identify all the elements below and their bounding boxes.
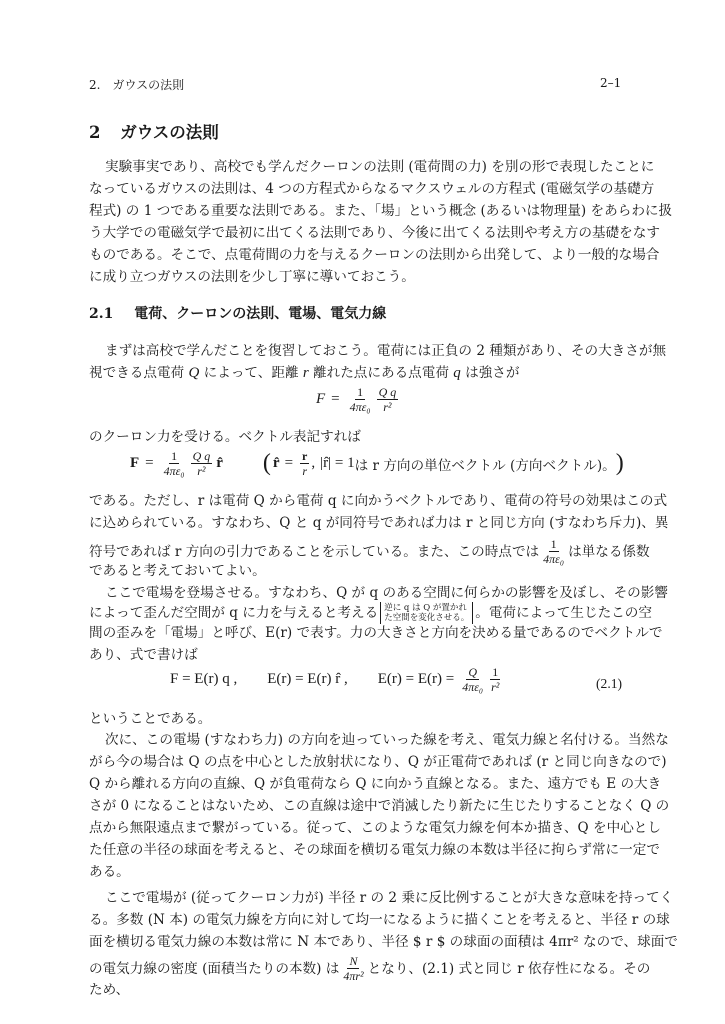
paragraph-line: ということである。: [89, 711, 212, 727]
paragraph-line: によって歪んだ空間が q に力を与えると考える 逆に q は Q が置かれ た空間を変化させる。 。電荷によって生じたこの空: [89, 603, 652, 623]
section-title: ガウスの法則: [120, 123, 219, 142]
subsection-number: 2.1: [89, 306, 114, 322]
equation-coulomb-scalar: F = $\frac{1}{\text{4πε₀}}$ $\frac{\text{Q q}}{\text{r²}}$: [316, 385, 397, 414]
paragraph-line: のクーロン力を受ける。ベクトル表記すれば: [89, 429, 361, 445]
paragraph-line: である。ただし、r は電荷 Q から電荷 q に向かうベクトルであり、電荷の符号の効果はこの式: [89, 493, 668, 509]
running-header-page-number: 2–1: [600, 76, 622, 90]
running-header-left: 2. ガウスの法則: [89, 78, 185, 92]
paragraph-line: がら今の場合は Q の点を中心とした放射状になり、Q が正電荷であれば (r と同じ向きなので): [89, 754, 667, 770]
paragraph-line: 点から無限遠点まで繋がっている。従って、このような電気力線を何本か描き、Q を中心とし: [89, 820, 661, 836]
paragraph-line: あり、式で書けば: [89, 647, 198, 663]
paragraph-line: 面を横切る電気力線の本数は常に N 本であり、半径 $ r $ の球面の面積は 4πr² なので、球面で: [89, 934, 678, 950]
paragraph-line: 次に、この電場 (すなわち力) の方向を辿っていった線を考え、電気力線と名付ける。当然な: [105, 732, 669, 748]
paragraph-line: ここで電場を登場させる。すなわち、Q が q のある空間に何らかの影響を及ぼし、その影響: [105, 585, 668, 601]
paragraph-line: の電気力線の密度 (面積当たりの本数) は $\frac{N}{\text{4πr²}}$ となり、(2.1) 式と同じ r 依存性になる。その: [89, 954, 651, 983]
paragraph-line: であると考えておいてよい。: [89, 563, 266, 579]
paragraph-line: Q から離れる方向の直線、Q が負電荷なら Q に向かう直線となる。また、遠方でも E の大き: [89, 776, 662, 792]
paragraph-line: る。多数 (N 本) の電気力線を方向に対して均一になるように描くことを考えると、半径 r の球: [89, 912, 670, 928]
paragraph-line: 符号であれば r 方向の引力であることを示している。また、この時点では $\frac{1}{\text{4πε₀}}$ は単なる係数: [89, 537, 650, 566]
intro-line: う大学での電磁気学で最初に出てくる法則であり、今後に出てくる法則や考え方の基礎をなす: [89, 225, 660, 241]
paragraph-line: 間の歪みを「電場」と呼び、E(r) で表す。力の大きさと方向を決める量であるのでベクトルで: [89, 625, 663, 641]
paragraph-line: に込められている。すなわち、Q と q が同符号であれば力は r と同じ方向 (すなわち斥力)、異: [89, 515, 669, 531]
paragraph-line: さが 0 になることはないため、この直線は途中で消滅したり新たに生じたりすることなく Q の: [89, 798, 670, 814]
subsection-heading: [89, 303, 386, 323]
intro-line: ものである。そこで、点電荷間の力を与えるクーロンの法則から出発して、より一般的な場合: [89, 247, 660, 263]
intro-line: なっているガウスの法則は、4 つの方程式からなるマクスウェルの方程式 (電磁気学の基礎方: [89, 181, 655, 197]
section-heading: [89, 119, 219, 143]
equation-coulomb-vector: F = $\frac{1}{\text{4πε₀}}$ $\frac{\text{Q q}}{\text{r²}}$ r̂ ( r̂ = $\frac{r}{r}$ , |r̂| = 1 は r 方向の単位ベクトル (方向ベクトル)。 ): [130, 449, 624, 478]
intro-line: に成り立つガウスの法則を少し丁寧に導いておこう。: [89, 269, 415, 285]
paragraph-line: ため、: [89, 982, 130, 998]
subsection-title: 電荷、クーロンの法則、電場、電気力線: [134, 306, 387, 322]
section-number: 2: [89, 123, 101, 142]
paragraph-line: ここで電場が (従ってクーロン力が) 半径 r の 2 乗に反比例することが大きな意味を持ってく: [105, 890, 674, 906]
equation-2-1: F = E(r) q , E(r) = E(r) r̂ , E(r) = E(r) = $\frac{Q}{\text{4πε₀}}$ $\frac{1}{\text{r²}}$: [170, 665, 500, 694]
intro-line: 実験事実であり、高校でも学んだクーロンの法則 (電荷間の力) を別の形で表現したことに: [105, 159, 655, 175]
intro-line: 程式) の 1 つである重要な法則である。また、「場」という概念 (あるいは物理量) をあらわに扱: [89, 203, 673, 219]
paragraph-line: た任意の半径の球面を考えると、その球面を横切る電気力線の本数は半径に拘らず常に一定で: [89, 842, 660, 858]
paragraph-line: 視できる点電荷 Q によって、距離 r 離れた点にある点電荷 q は強さが: [89, 365, 520, 381]
inline-note: 逆に q は Q が置かれ た空間を変化させる。: [380, 602, 473, 624]
paragraph-line: まずは高校で学んだことを復習しておこう。電荷には正負の 2 種類があり、その大きさが無: [105, 343, 667, 359]
paragraph-line: ある。: [89, 864, 130, 880]
equation-number: (2.1): [596, 676, 623, 691]
